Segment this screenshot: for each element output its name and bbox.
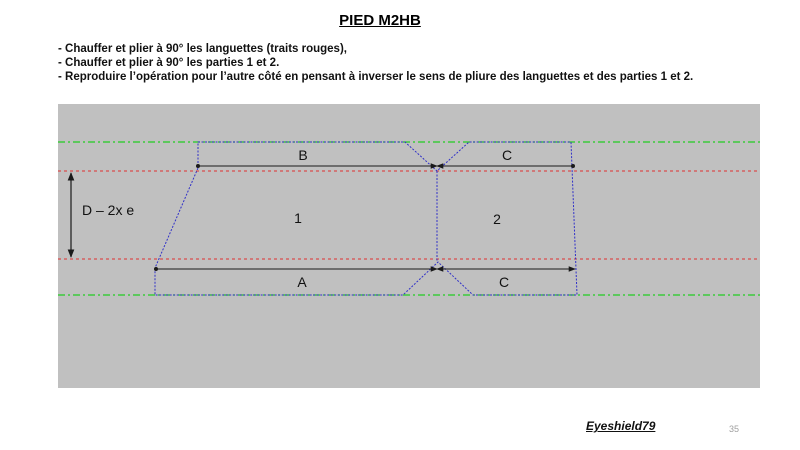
label-b: B: [298, 147, 308, 163]
piece-outline: [155, 142, 577, 295]
instruction-line: - Reproduire l’opération pour l’autre côté en pensant à inverser le sens de pliure des languettes et des parties 1 et 2.: [58, 71, 694, 83]
instruction-line: - Chauffer et plier à 90° les parties 1 et 2.: [58, 57, 280, 69]
instruction-line: - Chauffer et plier à 90° les languettes (traits rouges),: [58, 43, 347, 55]
label-c-bottom: C: [498, 274, 510, 290]
label-part-2: 2: [493, 211, 501, 227]
label-part-1: 1: [294, 210, 302, 226]
page-title: PIED M2HB: [339, 12, 421, 29]
dimension-c-top-end: [571, 164, 575, 168]
label-dimension: D – 2x e: [82, 202, 135, 218]
dimension-a-start: [154, 267, 158, 271]
dimension-b-start: [196, 164, 200, 168]
label-a: A: [297, 274, 307, 290]
page-number: 35: [729, 424, 740, 434]
author-signature: Eyeshield79: [586, 419, 656, 433]
label-c-top: C: [501, 147, 513, 163]
